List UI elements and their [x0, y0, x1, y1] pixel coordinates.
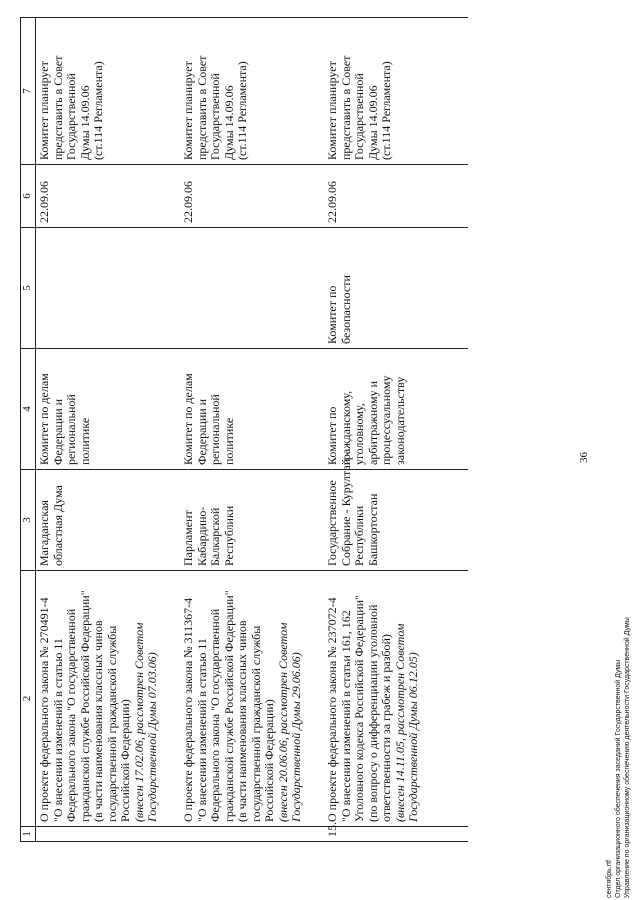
bill-title-line: "О внесении изменений в статью 11	[50, 638, 65, 822]
bills-table-body	[21, 18, 469, 842]
committee-line: региональной	[64, 394, 78, 465]
co-committee-cell	[180, 228, 324, 349]
status-line: (ст.114 Регламента)	[379, 61, 393, 160]
committee-line: Федерации и	[194, 398, 209, 465]
status-line: Комитет планирует	[37, 61, 51, 160]
bill-title-line: гражданской службе Российской Федерации"	[77, 590, 92, 822]
table-row	[36, 18, 181, 842]
row-number-cell	[324, 822, 468, 842]
bill-title-line: гражданской службе Российской Федерации"	[221, 590, 236, 822]
initiator-line: Магаданская	[37, 500, 51, 566]
review-date: 22.09.06	[37, 181, 51, 223]
bill-title-line: (по вопросу о дифференциации уголовной	[365, 604, 380, 822]
co-committee-line: безопасности	[338, 275, 353, 344]
date-cell	[180, 165, 324, 228]
table-row	[324, 18, 468, 842]
initiator-cell	[324, 451, 468, 571]
header-col-6: 6	[21, 165, 36, 228]
header-col-1: 1	[21, 827, 36, 842]
bill-title-line: Федерального закона "О государственной	[64, 608, 78, 822]
date-cell	[36, 165, 181, 228]
bill-title-line: О проекте федерального закона № 237072-4	[325, 597, 339, 822]
status-line: Государственной	[208, 73, 222, 160]
status-cell	[324, 18, 468, 165]
initiator-cell	[36, 470, 181, 571]
header-col-5: 5	[21, 228, 36, 349]
committee-line: Комитет по делам	[181, 373, 195, 465]
status-line: представить в Совет	[194, 55, 209, 160]
initiator-line: Республики	[221, 505, 236, 566]
bill-title-line: О проекте федерального закона № 311367-4	[181, 597, 195, 822]
row-number-cell	[36, 827, 181, 842]
committee-line: политике	[77, 417, 92, 465]
committee-line: уголовному,	[352, 403, 366, 465]
status-cell	[180, 18, 324, 165]
header-col-2: 2	[21, 571, 36, 827]
committee-line: арбитражному и	[365, 380, 380, 465]
bill-title-line: Федерального закона "О государственной	[208, 608, 222, 822]
committee-line: региональной	[208, 394, 222, 465]
status-line: представить в Совет	[338, 55, 353, 160]
bill-title-cell	[324, 571, 468, 827]
initiator-line: Собрание - Курултай -	[338, 451, 353, 566]
review-date: 22.09.06	[181, 181, 195, 223]
bill-note-line: (внесен 17.02.06, рассмотрен Советом	[131, 622, 146, 822]
bill-note-line: Государственной Думы 07.03.06)	[145, 652, 159, 822]
bill-note-line: Государственной Думы 06.12.05)	[406, 652, 420, 822]
committee-cell	[36, 349, 181, 470]
bill-title-line: (в части наименования классных чинов	[235, 620, 249, 822]
committee-cell	[324, 349, 468, 470]
initiator-line: Башкортостан	[365, 493, 380, 566]
status-line: Государственной	[352, 73, 366, 160]
bills-table	[20, 17, 468, 842]
co-committee-cell	[324, 228, 468, 349]
initiator-line: Государственное	[325, 480, 339, 566]
header-col-3: 3	[21, 470, 36, 571]
initiator-line: Балкарской	[208, 507, 222, 566]
initiator-line: Парламент	[181, 510, 195, 566]
bill-title-line: "О внесении изменений в статью 11	[194, 638, 209, 822]
column-number-header-row	[21, 18, 36, 842]
initiator-line: Кабардино-	[194, 506, 209, 566]
bill-note-line: (внесен 20.06.06, рассмотрен Советом	[275, 622, 290, 822]
footer-filename: сентябрь.rtf	[606, 860, 613, 898]
committee-line: Федерации и	[50, 398, 65, 465]
co-committee-line: Комитет по	[325, 285, 339, 344]
header-col-4: 4	[21, 349, 36, 470]
row-number-cell	[180, 827, 324, 842]
status-line: Комитет планирует	[181, 61, 195, 160]
header-col-7: 7	[21, 18, 36, 165]
bill-note-line: Государственной Думы 29.06.06)	[289, 652, 303, 822]
status-line: представить в Совет	[50, 55, 65, 160]
status-line: (ст.114 Регламента)	[235, 61, 249, 160]
status-line: Комитет планирует	[325, 61, 339, 160]
bill-title-line: Уголовного кодекса Российской Федерации"	[352, 595, 366, 822]
bill-title-line: Российской Федерации)	[118, 699, 132, 822]
status-line: Думы 14.09.06	[221, 85, 236, 160]
committee-line: Комитет по	[325, 406, 339, 465]
bill-title-line: (в части наименования классных чинов	[91, 620, 105, 822]
row-number: 15.	[325, 822, 339, 837]
initiator-line: областная Дума	[50, 485, 65, 566]
status-line: Думы 14.09.06	[365, 85, 380, 160]
committee-line: законодательству	[392, 376, 407, 465]
co-committee-cell	[36, 228, 181, 349]
initiator-line: Республики	[352, 505, 366, 566]
bill-title-line: государственной гражданской службы	[248, 625, 263, 822]
bill-title-cell	[180, 571, 324, 827]
table-row	[180, 18, 324, 842]
date-cell	[324, 165, 468, 228]
initiator-cell	[180, 470, 324, 571]
bill-note-line: (внесен 14.11.05, рассмотрен Советом	[392, 623, 407, 822]
footer-directorate: Управление по организационному обеспечению деятельности Государственной Думы	[624, 617, 631, 898]
committee-line: политике	[221, 417, 236, 465]
status-line: Думы 14.09.06	[77, 85, 92, 160]
bill-title-line: государственной гражданской службы	[104, 625, 119, 822]
committee-line: гражданскому,	[338, 390, 353, 465]
status-cell	[36, 18, 181, 165]
committee-cell	[180, 349, 324, 470]
bill-title-line: ответственности за грабеж и разбой)	[379, 634, 393, 822]
page-number: 36	[578, 452, 590, 463]
bill-title-line: О проекте федерального закона № 270491-4	[37, 597, 51, 822]
committee-line: процессуальному	[379, 375, 393, 465]
bill-title-line: "О внесении изменений в статьи 161, 162	[338, 610, 353, 822]
bill-title-cell	[36, 571, 181, 827]
review-date: 22.09.06	[325, 181, 339, 223]
committee-line: Комитет по делам	[37, 373, 51, 465]
bill-title-line: Российской Федерации)	[262, 699, 276, 822]
footer-department: Отдел организационного обеспечения заседаний Государственной Думы	[615, 659, 622, 898]
status-line: Государственной	[64, 73, 78, 160]
status-line: (ст.114 Регламента)	[91, 61, 105, 160]
